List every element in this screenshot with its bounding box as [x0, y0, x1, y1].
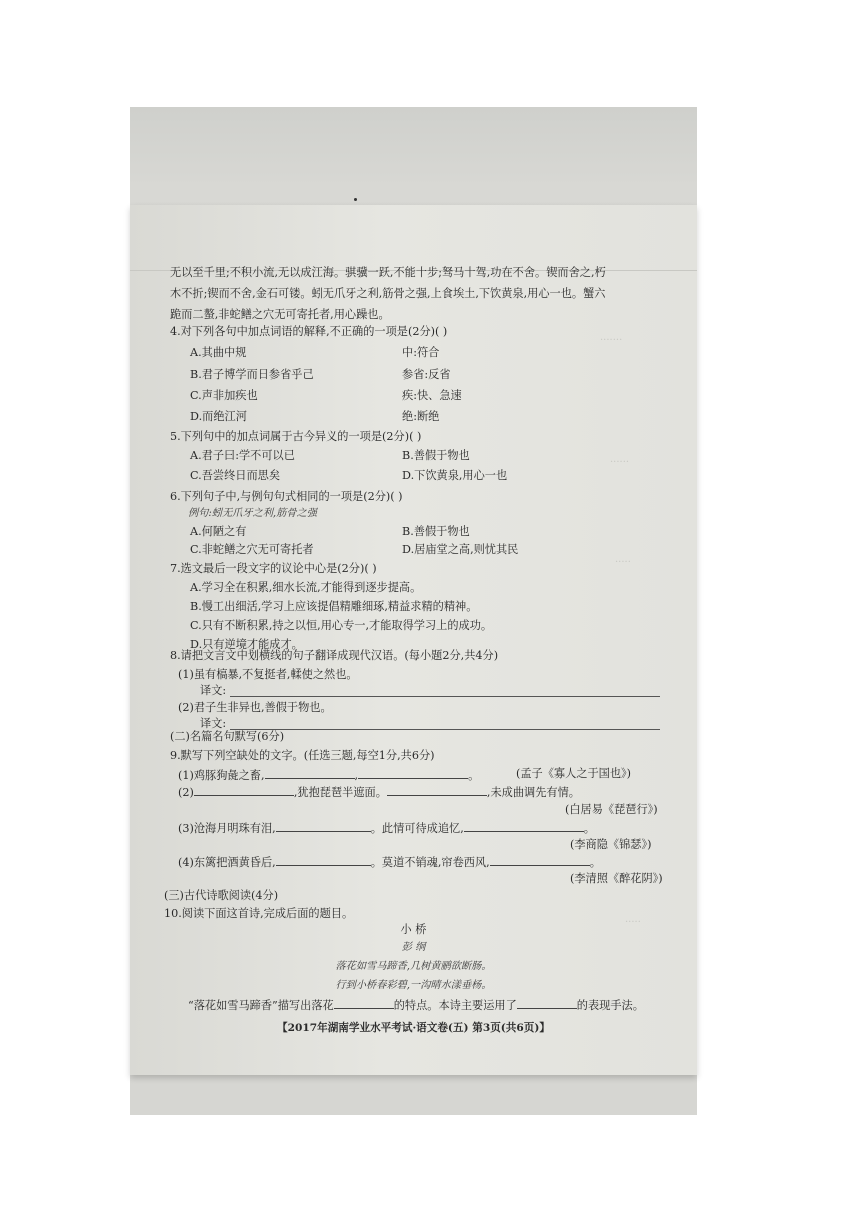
bleed-through: ······ — [610, 457, 630, 468]
q6-option-d: D.居庙堂之高,则忧其民 — [402, 543, 519, 556]
q9-blank[interactable] — [276, 819, 371, 832]
q9-item-2-text: ,未成曲调先有情。 — [486, 786, 580, 799]
q9-item-3-text: (3)沧海月明珠有泪, — [178, 822, 276, 835]
q7-option: A.学习全在积累,细水长流,才能得到逐步提高。 — [190, 581, 422, 594]
q9-blank[interactable] — [387, 783, 487, 796]
bleed-through: ····· — [615, 557, 631, 568]
question-5-stem: 5.下列句中的加点词属于古今异义的一项是(2分)( ) — [170, 430, 422, 443]
q9-item-1: (1)鸡豚狗彘之畜, , 。 — [178, 766, 479, 784]
q9-item-4-source: (李清照《醉花阴》) — [570, 872, 663, 885]
q4-option-gloss: 绝:断绝 — [402, 410, 440, 423]
q5-option-a: A.君子曰:学不可以已 — [190, 449, 295, 462]
question-9-stem: 9.默写下列空缺处的文字。(任选三题,每空1分,共6分) — [170, 749, 435, 762]
q4-option: B.君子博学而日参省乎己 — [190, 368, 314, 381]
q7-option: D.只有逆境才能成才。 — [190, 638, 303, 651]
q9-item-3-source: (李商隐《锦瑟》) — [570, 838, 652, 851]
q9-blank[interactable] — [490, 853, 590, 866]
q7-option: C.只有不断积累,持之以恒,用心专一,才能取得学习上的成功。 — [190, 619, 493, 632]
poem-line: 落花如雪马蹄香,几树黄鹂欲断肠。 — [335, 961, 492, 972]
q9-blank[interactable] — [194, 783, 294, 796]
q8-sentence-1: (1)虽有槁暴,不复挺者,輮使之然也。 — [178, 668, 358, 681]
question-8-stem: 8.请把文言文中划横线的句子翻译成现代汉语。(每小题2分,共4分) — [170, 649, 499, 662]
q7-option: B.慢工出细活,学习上应该提倡精雕细琢,精益求精的精神。 — [190, 600, 478, 613]
passage-line: 跪而二螯,非蛇鳝之穴无可寄托者,用心躁也。 — [170, 308, 390, 321]
q8-answer-line-2[interactable] — [230, 729, 660, 730]
q9-blank[interactable] — [358, 766, 468, 779]
q6-option-c: C.非蛇鳝之穴无可寄托者 — [190, 543, 314, 556]
q9-item-3-text: 。此情可待成追忆, — [370, 822, 464, 835]
poem-title: 小 桥 — [400, 923, 427, 936]
q4-option: D.而绝江河 — [190, 410, 247, 423]
q9-item-4-text: (4)东篱把酒黄昏后, — [178, 856, 276, 869]
q9-blank[interactable] — [464, 819, 584, 832]
q10-blank[interactable] — [334, 996, 394, 1009]
q9-item-3: (3)沧海月明珠有泪, 。此情可待成追忆, 。 — [178, 819, 595, 837]
q4-option-gloss: 中:符合 — [402, 346, 440, 359]
q10-question-text: 的表现手法。 — [576, 999, 644, 1012]
q9-blank[interactable] — [276, 853, 371, 866]
q10-blank[interactable] — [517, 996, 577, 1009]
question-6-stem: 6.下列句子中,与例句句式相同的一项是(2分)( ) — [170, 490, 403, 503]
q4-option: A.其曲中规 — [190, 346, 247, 359]
exam-page — [130, 205, 697, 1075]
q10-question-text: 的特点。本诗主要运用了 — [393, 999, 517, 1012]
question-7-stem: 7.选文最后一段文字的议论中心是(2分)( ) — [170, 562, 377, 575]
q9-item-4-text: 。莫道不销魂,帘卷西风, — [370, 856, 490, 869]
q9-item-2-text: ,犹抱琵琶半遮面。 — [293, 786, 387, 799]
section-3-heading: (三)古代诗歌阅读(4分) — [164, 889, 279, 902]
q9-item-2-prefix: (2) — [178, 786, 194, 799]
q5-option-d: D.下饮黄泉,用心一也 — [402, 469, 508, 482]
q9-item-4: (4)东篱把酒黄昏后, 。莫道不销魂,帘卷西风, 。 — [178, 853, 601, 871]
poem-author: 彭 䌹 — [401, 942, 426, 953]
q4-option-gloss: 疾:快、急速 — [402, 389, 462, 402]
question-4-stem: 4.对下列各句中加点词语的解释,不正确的一项是(2分)( ) — [170, 325, 448, 338]
q9-blank[interactable] — [265, 766, 355, 779]
q8-sentence-2: (2)君子生非异也,善假于物也。 — [178, 701, 332, 714]
q10-question-text: “落花如雪马蹄香”描写出落花 — [188, 999, 334, 1012]
q4-option: C.声非加疾也 — [190, 389, 258, 402]
q8-translation-label: 译文: — [200, 717, 227, 730]
page-footer: 【2017年湖南学业水平考试·语文卷(五) 第3页(共6页)】 — [277, 1022, 550, 1034]
q6-option-b: B.善假于物也 — [402, 525, 470, 538]
bleed-through: ····· — [625, 917, 641, 928]
poem-line: 行到小桥春彩碧,一沟晴水漾垂杨。 — [335, 980, 492, 991]
bleed-through: ······· — [600, 335, 623, 346]
q9-item-1-source: (孟子《寡人之于国也》) — [516, 767, 632, 780]
section-2-heading: (二)名篇名句默写(6分) — [170, 730, 285, 743]
q8-translation-label: 译文: — [200, 684, 227, 697]
q6-option-a: A.何陋之有 — [190, 525, 247, 538]
q5-option-b: B.善假于物也 — [402, 449, 470, 462]
q5-option-c: C.吾尝终日而思矣 — [190, 469, 281, 482]
q8-answer-line-1[interactable] — [230, 696, 660, 697]
passage-line: 木不折;锲而不舍,金石可镂。蚓无爪牙之利,筋骨之强,上食埃土,下饮黄泉,用心一也。蟹六 — [170, 287, 606, 300]
q9-item-1-text: (1)鸡豚狗彘之畜, — [178, 769, 265, 782]
question-10-stem: 10.阅读下面这首诗,完成后面的题目。 — [164, 907, 354, 920]
ink-dot — [354, 198, 357, 201]
q10-question — [188, 996, 644, 1014]
q4-option-gloss: 参省:反省 — [402, 368, 451, 381]
q9-item-2-source: (白居易《琵琶行》) — [565, 803, 658, 816]
q6-example: 例句:蚓无爪牙之利,筋骨之强 — [188, 508, 317, 519]
passage-line: 无以至千里;不积小流,无以成江海。骐骥一跃,不能十步;驽马十驾,功在不舍。锲而舍之,朽 — [170, 266, 606, 279]
q9-item-2 — [178, 783, 580, 801]
